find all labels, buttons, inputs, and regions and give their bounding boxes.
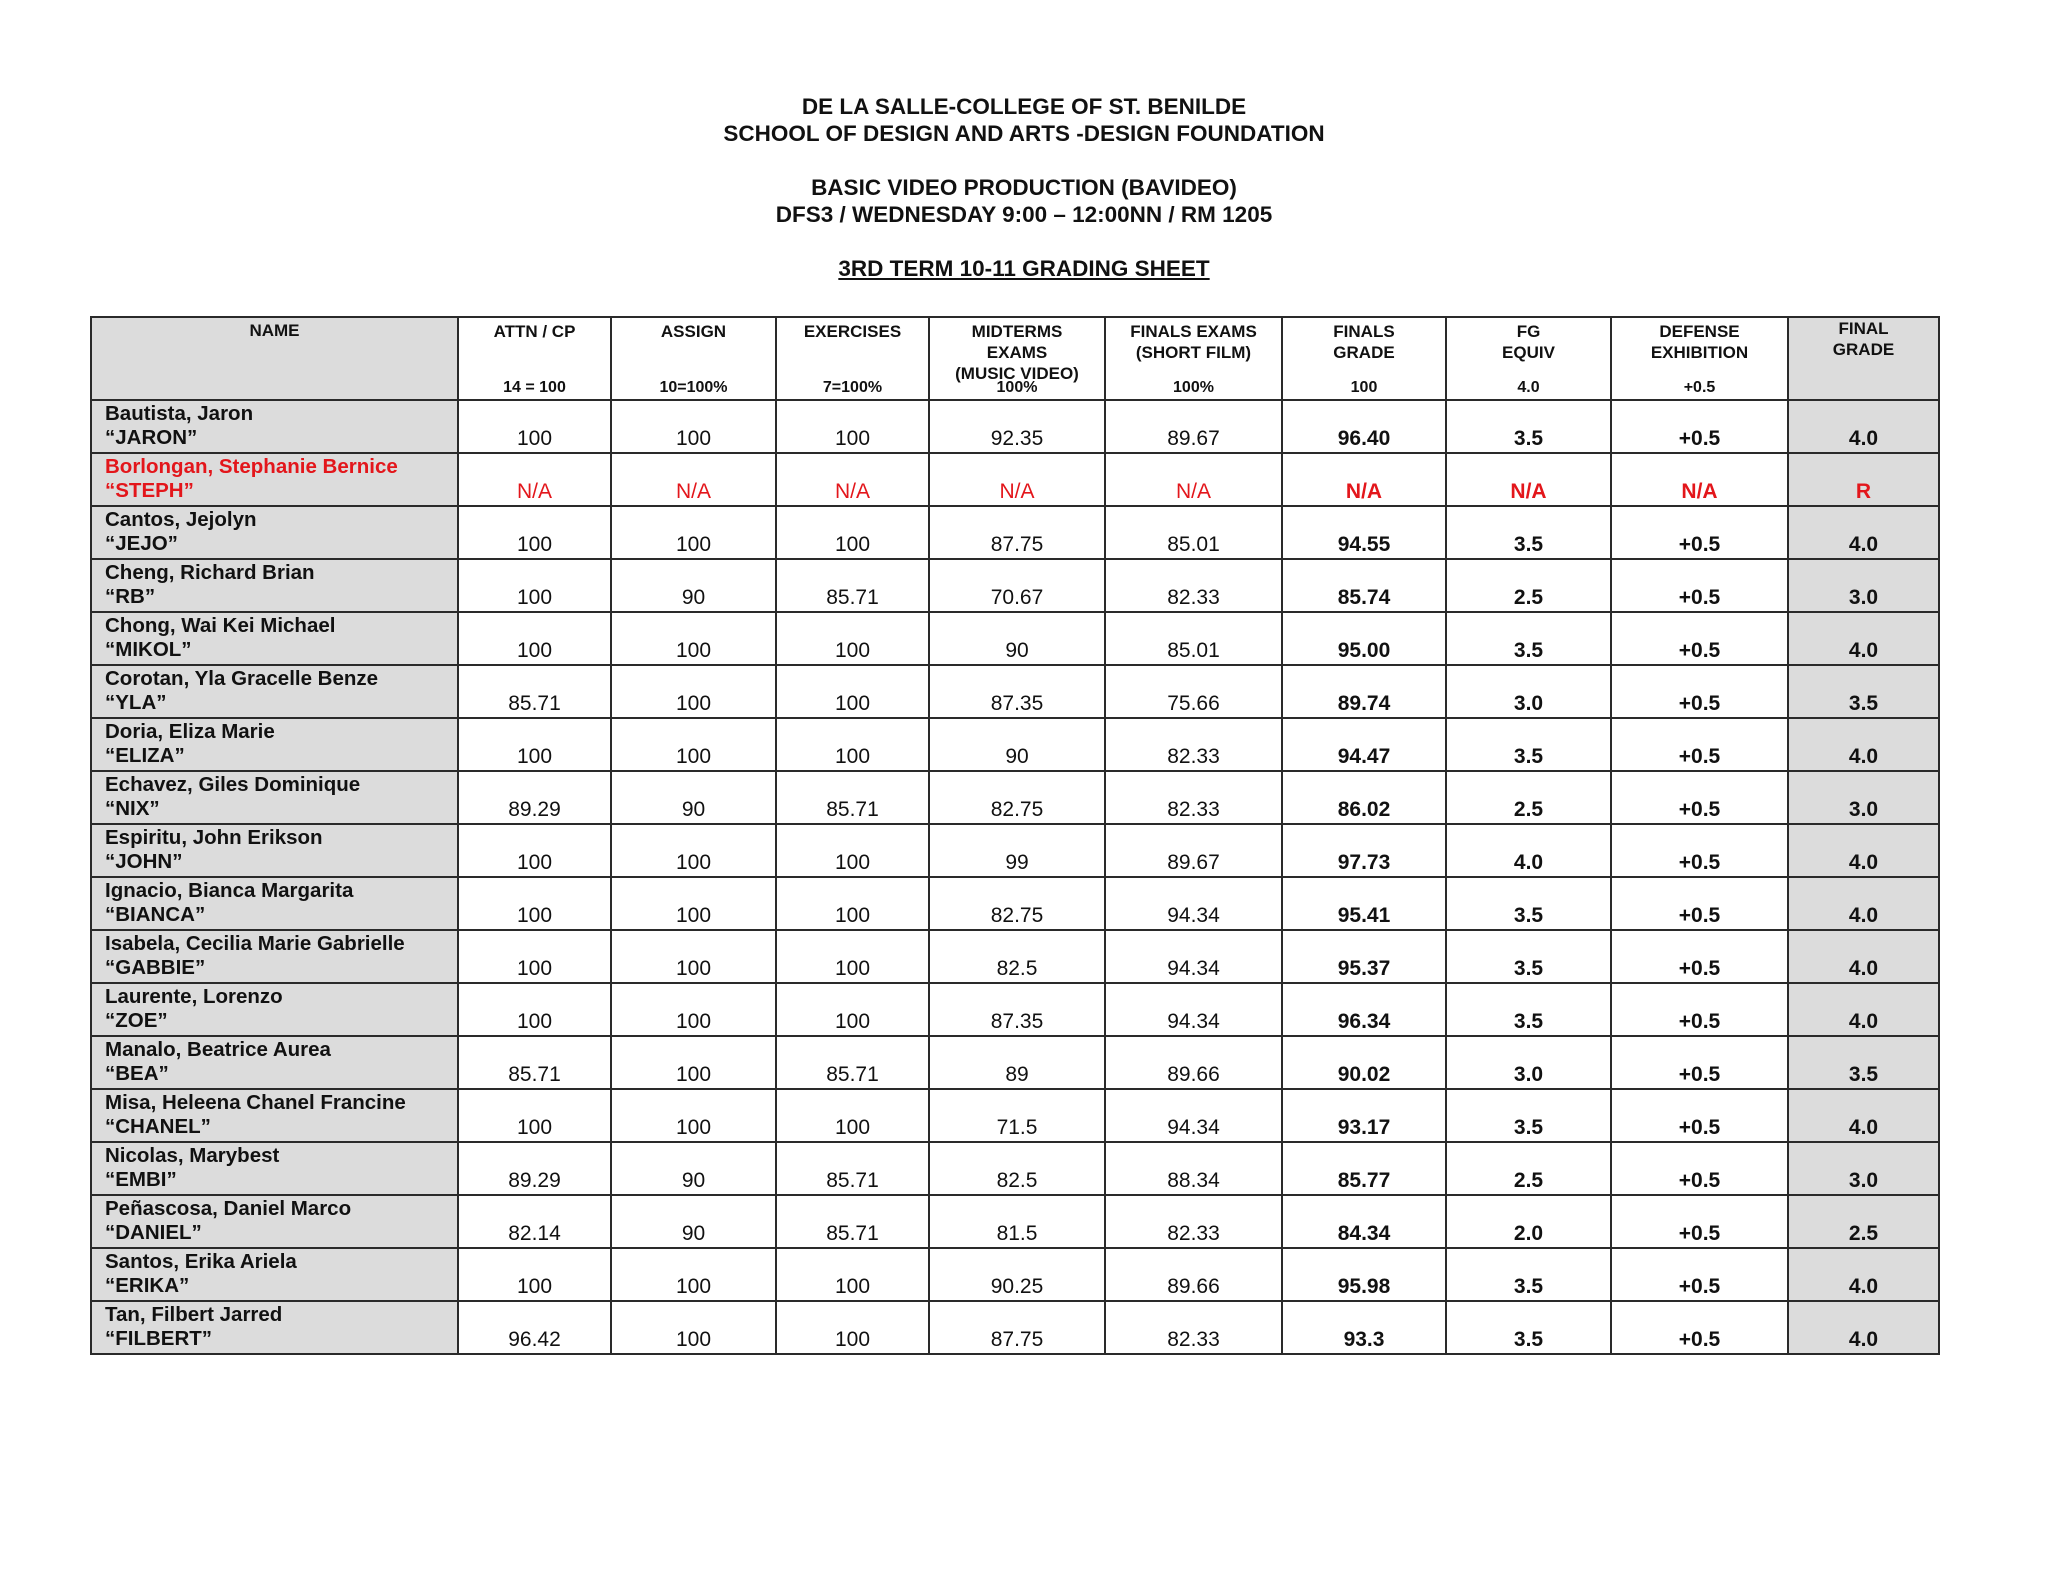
attn-cell: 100 xyxy=(458,1248,611,1301)
fg-equiv-cell: 3.0 xyxy=(1446,1036,1611,1089)
finals-exam-cell: 94.34 xyxy=(1105,983,1282,1036)
assign-cell: 100 xyxy=(611,983,776,1036)
assign-cell: 90 xyxy=(611,1195,776,1248)
final-grade-cell: R xyxy=(1788,453,1939,506)
student-nickname: “YLA” xyxy=(105,690,167,714)
finals-exam-cell: 89.67 xyxy=(1105,824,1282,877)
table-row xyxy=(91,453,1939,506)
grading-table xyxy=(90,316,1940,1355)
attn-cell: 100 xyxy=(458,400,611,453)
column-scale: 14 = 100 xyxy=(503,379,566,396)
student-name: Santos, Erika Ariela xyxy=(105,1250,297,1273)
final-grade-cell: 4.0 xyxy=(1788,1248,1939,1301)
finals-exam-cell: N/A xyxy=(1105,453,1282,506)
student-nickname: “ERIKA” xyxy=(105,1273,190,1297)
defense-cell: +0.5 xyxy=(1611,983,1788,1036)
attn-cell: 100 xyxy=(458,1089,611,1142)
school-name: DE LA SALLE-COLLEGE OF ST. BENILDE xyxy=(801,94,1247,119)
defense-cell: +0.5 xyxy=(1611,1036,1788,1089)
student-name: Cantos, Jejolyn xyxy=(105,508,257,531)
assign-cell: 100 xyxy=(611,612,776,665)
finals-grade-cell: 95.41 xyxy=(1282,877,1446,930)
finals-exam-cell: 89.67 xyxy=(1105,400,1282,453)
fg-equiv-cell: 3.5 xyxy=(1446,930,1611,983)
column-scale: +0.5 xyxy=(1683,379,1716,396)
student-name: Cheng, Richard Brian xyxy=(105,561,315,584)
column-header-fg-equiv xyxy=(1446,317,1611,400)
table-row xyxy=(91,612,1939,665)
finals-exam-cell: 89.66 xyxy=(1105,1036,1282,1089)
finals-grade-cell: 94.47 xyxy=(1282,718,1446,771)
defense-cell: +0.5 xyxy=(1611,1248,1788,1301)
student-name-cell xyxy=(91,612,458,665)
assign-cell: 90 xyxy=(611,771,776,824)
fg-equiv-cell: 3.5 xyxy=(1446,718,1611,771)
defense-cell: +0.5 xyxy=(1611,665,1788,718)
midterms-cell: N/A xyxy=(929,453,1105,506)
table-row xyxy=(91,1036,1939,1089)
final-grade-cell: 3.5 xyxy=(1788,665,1939,718)
document-header xyxy=(0,93,2048,282)
final-grade-cell: 3.5 xyxy=(1788,1036,1939,1089)
column-label: ATTN / CP xyxy=(493,322,576,341)
final-grade-cell: 4.0 xyxy=(1788,400,1939,453)
assign-cell: 90 xyxy=(611,559,776,612)
student-name-cell xyxy=(91,1089,458,1142)
defense-cell: +0.5 xyxy=(1611,559,1788,612)
student-name-cell xyxy=(91,1248,458,1301)
column-label: FINALS GRADE xyxy=(1333,322,1395,362)
fg-equiv-cell: 3.5 xyxy=(1446,506,1611,559)
midterms-cell: 92.35 xyxy=(929,400,1105,453)
final-grade-cell: 3.0 xyxy=(1788,559,1939,612)
finals-grade-cell: 93.17 xyxy=(1282,1089,1446,1142)
student-nickname: “STEPH” xyxy=(105,478,194,502)
column-label: NAME xyxy=(249,321,300,340)
table-row xyxy=(91,1301,1939,1354)
student-nickname: “MIKOL” xyxy=(105,637,192,661)
table-row xyxy=(91,877,1939,930)
student-name: Nicolas, Marybest xyxy=(105,1144,280,1167)
column-scale: 100% xyxy=(996,379,1038,396)
assign-cell: 100 xyxy=(611,665,776,718)
student-nickname: “BIANCA” xyxy=(105,902,206,926)
student-nickname: “FILBERT” xyxy=(105,1326,213,1350)
fg-equiv-cell: 3.5 xyxy=(1446,1089,1611,1142)
exercises-cell: 85.71 xyxy=(776,1142,929,1195)
column-label: DEFENSE EXHIBITION xyxy=(1650,322,1749,362)
student-name: Peñascosa, Daniel Marco xyxy=(105,1197,352,1220)
final-grade-cell: 4.0 xyxy=(1788,1089,1939,1142)
attn-cell: 89.29 xyxy=(458,771,611,824)
finals-grade-cell: 97.73 xyxy=(1282,824,1446,877)
student-name-cell xyxy=(91,877,458,930)
student-name: Bautista, Jaron xyxy=(105,402,254,425)
midterms-cell: 82.5 xyxy=(929,1142,1105,1195)
attn-cell: 85.71 xyxy=(458,1036,611,1089)
column-scale: 100 xyxy=(1350,379,1378,396)
midterms-cell: 87.35 xyxy=(929,665,1105,718)
school-department: SCHOOL OF DESIGN AND ARTS -DESIGN FOUNDATION xyxy=(723,121,1325,146)
course-title: BASIC VIDEO PRODUCTION (BAVIDEO) xyxy=(811,175,1237,200)
exercises-cell: 85.71 xyxy=(776,1036,929,1089)
attn-cell: 100 xyxy=(458,983,611,1036)
midterms-cell: 90.25 xyxy=(929,1248,1105,1301)
student-nickname: “JEJO” xyxy=(105,531,178,555)
fg-equiv-cell: 3.5 xyxy=(1446,400,1611,453)
exercises-cell: 100 xyxy=(776,983,929,1036)
exercises-cell: 100 xyxy=(776,1301,929,1354)
fg-equiv-cell: 2.5 xyxy=(1446,559,1611,612)
student-name-cell xyxy=(91,400,458,453)
exercises-cell: 100 xyxy=(776,877,929,930)
defense-cell: +0.5 xyxy=(1611,612,1788,665)
fg-equiv-cell: 3.5 xyxy=(1446,1248,1611,1301)
fg-equiv-cell: 2.5 xyxy=(1446,1142,1611,1195)
final-grade-cell: 4.0 xyxy=(1788,1301,1939,1354)
defense-cell: +0.5 xyxy=(1611,824,1788,877)
midterms-cell: 89 xyxy=(929,1036,1105,1089)
fg-equiv-cell: 2.0 xyxy=(1446,1195,1611,1248)
student-name-cell xyxy=(91,453,458,506)
column-scale: 10=100% xyxy=(659,379,728,396)
finals-grade-cell: 89.74 xyxy=(1282,665,1446,718)
defense-cell: +0.5 xyxy=(1611,877,1788,930)
header-row xyxy=(91,317,1939,400)
column-header-attn xyxy=(458,317,611,400)
finals-grade-cell: 90.02 xyxy=(1282,1036,1446,1089)
fg-equiv-cell: 3.5 xyxy=(1446,877,1611,930)
defense-cell: +0.5 xyxy=(1611,1301,1788,1354)
student-name-cell xyxy=(91,559,458,612)
attn-cell: 82.14 xyxy=(458,1195,611,1248)
midterms-cell: 81.5 xyxy=(929,1195,1105,1248)
finals-exam-cell: 89.66 xyxy=(1105,1248,1282,1301)
defense-cell: +0.5 xyxy=(1611,930,1788,983)
finals-grade-cell: 85.74 xyxy=(1282,559,1446,612)
student-name: Chong, Wai Kei Michael xyxy=(105,614,336,637)
student-nickname: “DANIEL” xyxy=(105,1220,202,1244)
exercises-cell: 100 xyxy=(776,400,929,453)
table-row xyxy=(91,1248,1939,1301)
defense-cell: +0.5 xyxy=(1611,1195,1788,1248)
student-name-cell xyxy=(91,665,458,718)
student-name: Echavez, Giles Dominique xyxy=(105,773,361,796)
exercises-cell: 100 xyxy=(776,506,929,559)
fg-equiv-cell: 3.5 xyxy=(1446,983,1611,1036)
attn-cell: 85.71 xyxy=(458,665,611,718)
column-header-finals-exams xyxy=(1105,317,1282,400)
student-name: Manalo, Beatrice Aurea xyxy=(105,1038,331,1061)
student-name: Misa, Heleena Chanel Francine xyxy=(105,1091,406,1114)
attn-cell: N/A xyxy=(458,453,611,506)
table-row xyxy=(91,1195,1939,1248)
column-header-midterms xyxy=(929,317,1105,400)
student-name-cell xyxy=(91,1195,458,1248)
column-scale: 7=100% xyxy=(822,379,883,396)
exercises-cell: 100 xyxy=(776,824,929,877)
student-name: Borlongan, Stephanie Bernice xyxy=(105,455,398,478)
assign-cell: 100 xyxy=(611,824,776,877)
column-scale: 4.0 xyxy=(1517,379,1540,396)
column-header-defense xyxy=(1611,317,1788,400)
table-row xyxy=(91,506,1939,559)
midterms-cell: 90 xyxy=(929,718,1105,771)
student-nickname: “RB” xyxy=(105,584,156,608)
assign-cell: 100 xyxy=(611,400,776,453)
student-name: Isabela, Cecilia Marie Gabrielle xyxy=(105,932,405,955)
final-grade-cell: 2.5 xyxy=(1788,1195,1939,1248)
attn-cell: 96.42 xyxy=(458,1301,611,1354)
column-header-finals-grade xyxy=(1282,317,1446,400)
final-grade-cell: 4.0 xyxy=(1788,612,1939,665)
student-nickname: “BEA” xyxy=(105,1061,169,1085)
defense-cell: +0.5 xyxy=(1611,1142,1788,1195)
fg-equiv-cell: 4.0 xyxy=(1446,824,1611,877)
column-label: ASSIGN xyxy=(660,322,727,341)
finals-exam-cell: 75.66 xyxy=(1105,665,1282,718)
column-label: EXERCISES xyxy=(803,322,902,341)
table-row xyxy=(91,718,1939,771)
midterms-cell: 71.5 xyxy=(929,1089,1105,1142)
exercises-cell: 85.71 xyxy=(776,771,929,824)
student-name-cell xyxy=(91,1301,458,1354)
exercises-cell: N/A xyxy=(776,453,929,506)
midterms-cell: 87.75 xyxy=(929,506,1105,559)
finals-grade-cell: 93.3 xyxy=(1282,1301,1446,1354)
table-row xyxy=(91,930,1939,983)
attn-cell: 100 xyxy=(458,612,611,665)
grade-rows xyxy=(91,400,1939,1354)
student-nickname: “ZOE” xyxy=(105,1008,168,1032)
attn-cell: 100 xyxy=(458,506,611,559)
attn-cell: 100 xyxy=(458,718,611,771)
student-nickname: “JOHN” xyxy=(105,849,183,873)
exercises-cell: 100 xyxy=(776,1248,929,1301)
student-name: Ignacio, Bianca Margarita xyxy=(105,879,354,902)
finals-exam-cell: 82.33 xyxy=(1105,718,1282,771)
exercises-cell: 100 xyxy=(776,718,929,771)
finals-grade-cell: 95.37 xyxy=(1282,930,1446,983)
fg-equiv-cell: 3.0 xyxy=(1446,665,1611,718)
exercises-cell: 100 xyxy=(776,665,929,718)
column-label: MIDTERMS EXAMS (MUSIC VIDEO) xyxy=(955,322,1079,383)
student-name-cell xyxy=(91,1142,458,1195)
final-grade-cell: 4.0 xyxy=(1788,506,1939,559)
finals-grade-cell: 86.02 xyxy=(1282,771,1446,824)
table-row xyxy=(91,1142,1939,1195)
student-nickname: “EMBI” xyxy=(105,1167,177,1191)
assign-cell: 100 xyxy=(611,1036,776,1089)
assign-cell: 100 xyxy=(611,1089,776,1142)
student-name-cell xyxy=(91,506,458,559)
student-name: Tan, Filbert Jarred xyxy=(105,1303,283,1326)
column-header-name xyxy=(91,317,458,400)
finals-grade-cell: 84.34 xyxy=(1282,1195,1446,1248)
finals-exam-cell: 94.34 xyxy=(1105,930,1282,983)
student-name-cell xyxy=(91,718,458,771)
finals-exam-cell: 82.33 xyxy=(1105,559,1282,612)
midterms-cell: 90 xyxy=(929,612,1105,665)
defense-cell: +0.5 xyxy=(1611,506,1788,559)
student-name: Doria, Eliza Marie xyxy=(105,720,275,743)
column-scale: 100% xyxy=(1173,379,1214,396)
assign-cell: N/A xyxy=(611,453,776,506)
student-name-cell xyxy=(91,824,458,877)
finals-exam-cell: 82.33 xyxy=(1105,1301,1282,1354)
class-schedule: DFS3 / WEDNESDAY 9:00 – 12:00NN / RM 1205 xyxy=(775,202,1273,227)
midterms-cell: 82.75 xyxy=(929,771,1105,824)
midterms-cell: 82.5 xyxy=(929,930,1105,983)
fg-equiv-cell: N/A xyxy=(1446,453,1611,506)
student-nickname: “GABBIE” xyxy=(105,955,206,979)
attn-cell: 89.29 xyxy=(458,1142,611,1195)
finals-grade-cell: 95.00 xyxy=(1282,612,1446,665)
sheet-title: 3RD TERM 10-11 GRADING SHEET xyxy=(838,256,1210,281)
exercises-cell: 100 xyxy=(776,930,929,983)
student-name-cell xyxy=(91,983,458,1036)
table-row xyxy=(91,665,1939,718)
student-nickname: “JARON” xyxy=(105,425,198,449)
assign-cell: 100 xyxy=(611,718,776,771)
finals-grade-cell: 95.98 xyxy=(1282,1248,1446,1301)
student-nickname: “NIX” xyxy=(105,796,160,820)
attn-cell: 100 xyxy=(458,559,611,612)
final-grade-cell: 3.0 xyxy=(1788,771,1939,824)
defense-cell: +0.5 xyxy=(1611,718,1788,771)
assign-cell: 100 xyxy=(611,877,776,930)
final-grade-cell: 4.0 xyxy=(1788,718,1939,771)
column-label: FG EQUIV xyxy=(1502,322,1555,362)
defense-cell: N/A xyxy=(1611,453,1788,506)
table-row xyxy=(91,400,1939,453)
finals-exam-cell: 94.34 xyxy=(1105,1089,1282,1142)
student-name-cell xyxy=(91,771,458,824)
column-header-final-grade xyxy=(1788,317,1939,400)
finals-exam-cell: 85.01 xyxy=(1105,506,1282,559)
midterms-cell: 70.67 xyxy=(929,559,1105,612)
midterms-cell: 87.75 xyxy=(929,1301,1105,1354)
finals-grade-cell: 96.40 xyxy=(1282,400,1446,453)
fg-equiv-cell: 2.5 xyxy=(1446,771,1611,824)
exercises-cell: 100 xyxy=(776,1089,929,1142)
attn-cell: 100 xyxy=(458,824,611,877)
finals-grade-cell: 85.77 xyxy=(1282,1142,1446,1195)
column-label: FINAL GRADE xyxy=(1832,319,1895,359)
table-row xyxy=(91,771,1939,824)
midterms-cell: 99 xyxy=(929,824,1105,877)
student-name-cell xyxy=(91,1036,458,1089)
exercises-cell: 85.71 xyxy=(776,559,929,612)
assign-cell: 100 xyxy=(611,930,776,983)
finals-exam-cell: 88.34 xyxy=(1105,1142,1282,1195)
fg-equiv-cell: 3.5 xyxy=(1446,1301,1611,1354)
table-row xyxy=(91,824,1939,877)
student-name: Espiritu, John Erikson xyxy=(105,826,323,849)
midterms-cell: 82.75 xyxy=(929,877,1105,930)
student-nickname: “ELIZA” xyxy=(105,743,185,767)
student-name: Corotan, Yla Gracelle Benze xyxy=(105,667,379,690)
defense-cell: +0.5 xyxy=(1611,771,1788,824)
assign-cell: 100 xyxy=(611,506,776,559)
final-grade-cell: 4.0 xyxy=(1788,824,1939,877)
assign-cell: 90 xyxy=(611,1142,776,1195)
finals-grade-cell: N/A xyxy=(1282,453,1446,506)
table-row xyxy=(91,983,1939,1036)
attn-cell: 100 xyxy=(458,930,611,983)
defense-cell: +0.5 xyxy=(1611,1089,1788,1142)
finals-exam-cell: 82.33 xyxy=(1105,771,1282,824)
student-name-cell xyxy=(91,930,458,983)
finals-grade-cell: 94.55 xyxy=(1282,506,1446,559)
midterms-cell: 87.35 xyxy=(929,983,1105,1036)
table-row xyxy=(91,1089,1939,1142)
column-header-exercises xyxy=(776,317,929,400)
assign-cell: 100 xyxy=(611,1248,776,1301)
final-grade-cell: 4.0 xyxy=(1788,983,1939,1036)
attn-cell: 100 xyxy=(458,877,611,930)
final-grade-cell: 4.0 xyxy=(1788,930,1939,983)
assign-cell: 100 xyxy=(611,1301,776,1354)
column-label: FINALS EXAMS (SHORT FILM) xyxy=(1130,322,1257,362)
finals-exam-cell: 85.01 xyxy=(1105,612,1282,665)
defense-cell: +0.5 xyxy=(1611,400,1788,453)
finals-exam-cell: 94.34 xyxy=(1105,877,1282,930)
column-header-assign xyxy=(611,317,776,400)
table-row xyxy=(91,559,1939,612)
final-grade-cell: 3.0 xyxy=(1788,1142,1939,1195)
finals-exam-cell: 82.33 xyxy=(1105,1195,1282,1248)
final-grade-cell: 4.0 xyxy=(1788,877,1939,930)
exercises-cell: 85.71 xyxy=(776,1195,929,1248)
exercises-cell: 100 xyxy=(776,612,929,665)
finals-grade-cell: 96.34 xyxy=(1282,983,1446,1036)
student-name: Laurente, Lorenzo xyxy=(105,985,283,1008)
fg-equiv-cell: 3.5 xyxy=(1446,612,1611,665)
student-nickname: “CHANEL” xyxy=(105,1114,211,1138)
